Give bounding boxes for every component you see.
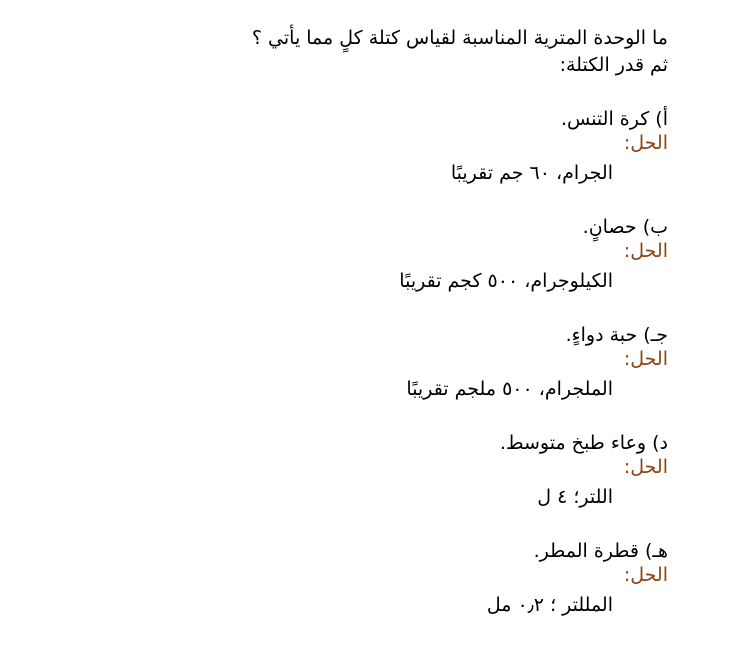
answer-text: المللتر ؛ ٠٫٢ مل [486,594,613,616]
item-a [68,106,668,187]
item-e [68,538,668,619]
item-d [68,430,668,511]
solution-label: الحل: [623,456,668,478]
solution-label: الحل: [623,348,668,370]
question-line-2: ثم قدر الكتلة: [559,54,668,76]
answer-text: اللتر؛ ٤ ل [537,486,613,508]
item-label: أ) كرة التنس. [560,108,668,130]
solution-label: الحل: [623,240,668,262]
question-line-1: ما الوحدة المترية المناسبة لقياس كتلة كلٍ مما يأتي ؟ [251,27,668,49]
answer-text: الملجرام، ٥٠٠ ملجم تقريبًا [406,378,613,400]
item-label: د) وعاء طبخ متوسط. [499,432,668,454]
item-label: هـ) قطرة المطر. [533,540,668,562]
solution-label: الحل: [623,132,668,154]
item-b [68,214,668,295]
document-body [68,25,668,619]
solution-label: الحل: [623,564,668,586]
answer-text: الكيلوجرام، ٥٠٠ كجم تقريبًا [399,270,613,292]
item-c [68,322,668,403]
item-label: جـ) حبة دواءٍ. [565,324,668,346]
item-label: ب) حصانٍ. [582,216,668,238]
answer-text: الجرام، ٦٠ جم تقريبًا [450,162,613,184]
